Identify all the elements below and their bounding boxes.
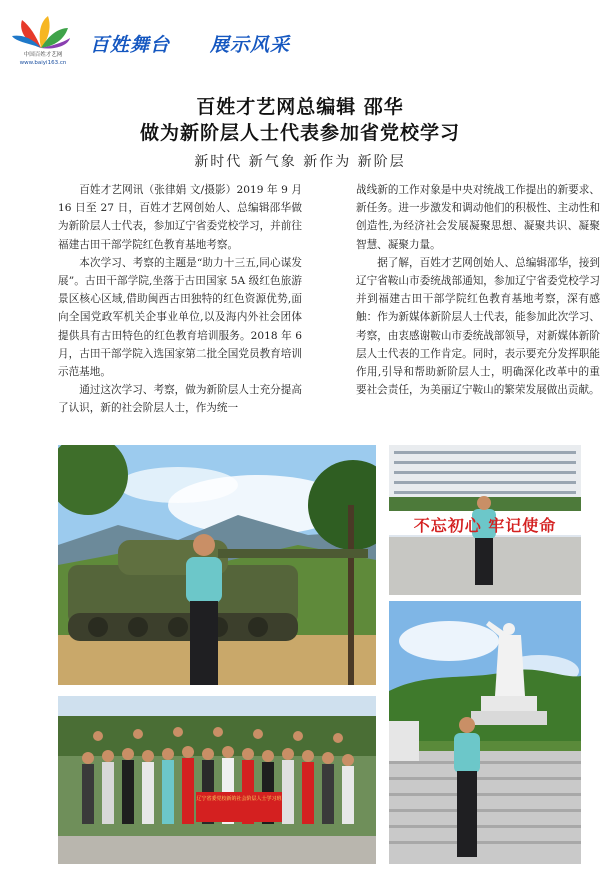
logo-name: 中国百姓才艺网 [23, 52, 63, 58]
logo-flower-icon [8, 14, 74, 54]
article-subtitle: 新时代 新气象 新作为 新阶层 [194, 154, 406, 170]
paragraph: 战线新的工作对象是中央对统战工作提出的新要求、新任务。进一步激发和调动他们的积极性、主动性和创造性,为经济社会发展凝聚思想、凝聚共识、凝聚智慧、凝聚力量。 [356, 184, 600, 251]
slogan-right: 展示风采 [210, 34, 291, 56]
site-logo[interactable] [8, 14, 74, 68]
photo-building [389, 445, 581, 595]
slogan-left: 百姓舞台 [90, 34, 171, 56]
group-banner: 辽宁省委党校新的社会阶层人士学习班 [196, 796, 282, 802]
article-column-right [356, 181, 600, 399]
paragraph: 通过这次学习、考察，做为新阶层人士充分提高了认识，新的社会阶层人士，作为统一 [58, 384, 302, 415]
article-column-left [58, 181, 302, 418]
building-slogan: 不忘初心 牢记使命 [413, 516, 557, 535]
paragraph: 百姓才艺网讯（张律娟 文/摄影）2019 年 9 月 16 日至 27 日，百姓才艺网创始人、总编辑邵华做为新阶层人士代表，参加辽宁省委党校学习，并前往福建古田干部学院红色教育基地考察。 [58, 184, 302, 251]
article-title-line2: 做为新阶层人士代表参加省党校学习 [139, 122, 460, 144]
photo-tank [58, 445, 376, 685]
paragraph: 据了解，百姓才艺网创始人、总编辑邵华，接到辽宁省鞍山市委统战部通知，参加辽宁省委党校学习并到福建古田干部学院红色教育基地考察，深有感触：作为新媒体新阶层人士代表，能参加此次学习、考察，由衷感谢鞍山市委统战部领导，对新媒体新阶层人士代表的工作肯定。同时，表示要充分发挥职能作用,引导和帮助新阶层人士，明确深化改革中的重要社会责任，为美丽辽宁鞍山的繁荣发展做出贡献。 [356, 256, 600, 397]
paragraph: 本次学习、考察的主题是“助力十三五,同心谋发展”。古田干部学院,坐落于古田国家 5A 级红色旅游景区核心区域,借助闽西古田独特的红色资源优势,面向全国党政军机关企事业单位,以及海内外社会团体提供具有古田特色的红色教育培训服务。2018 年 6 月，古田干部学院入选国家第二批全国党员教育培训示范基地。 [58, 256, 302, 379]
photo-group [58, 696, 376, 864]
article-title-line1: 百姓才艺网总编辑 邵华 [196, 96, 404, 118]
logo-url[interactable]: www.baiyi163.cn [19, 60, 67, 66]
photo-statue [389, 601, 581, 864]
